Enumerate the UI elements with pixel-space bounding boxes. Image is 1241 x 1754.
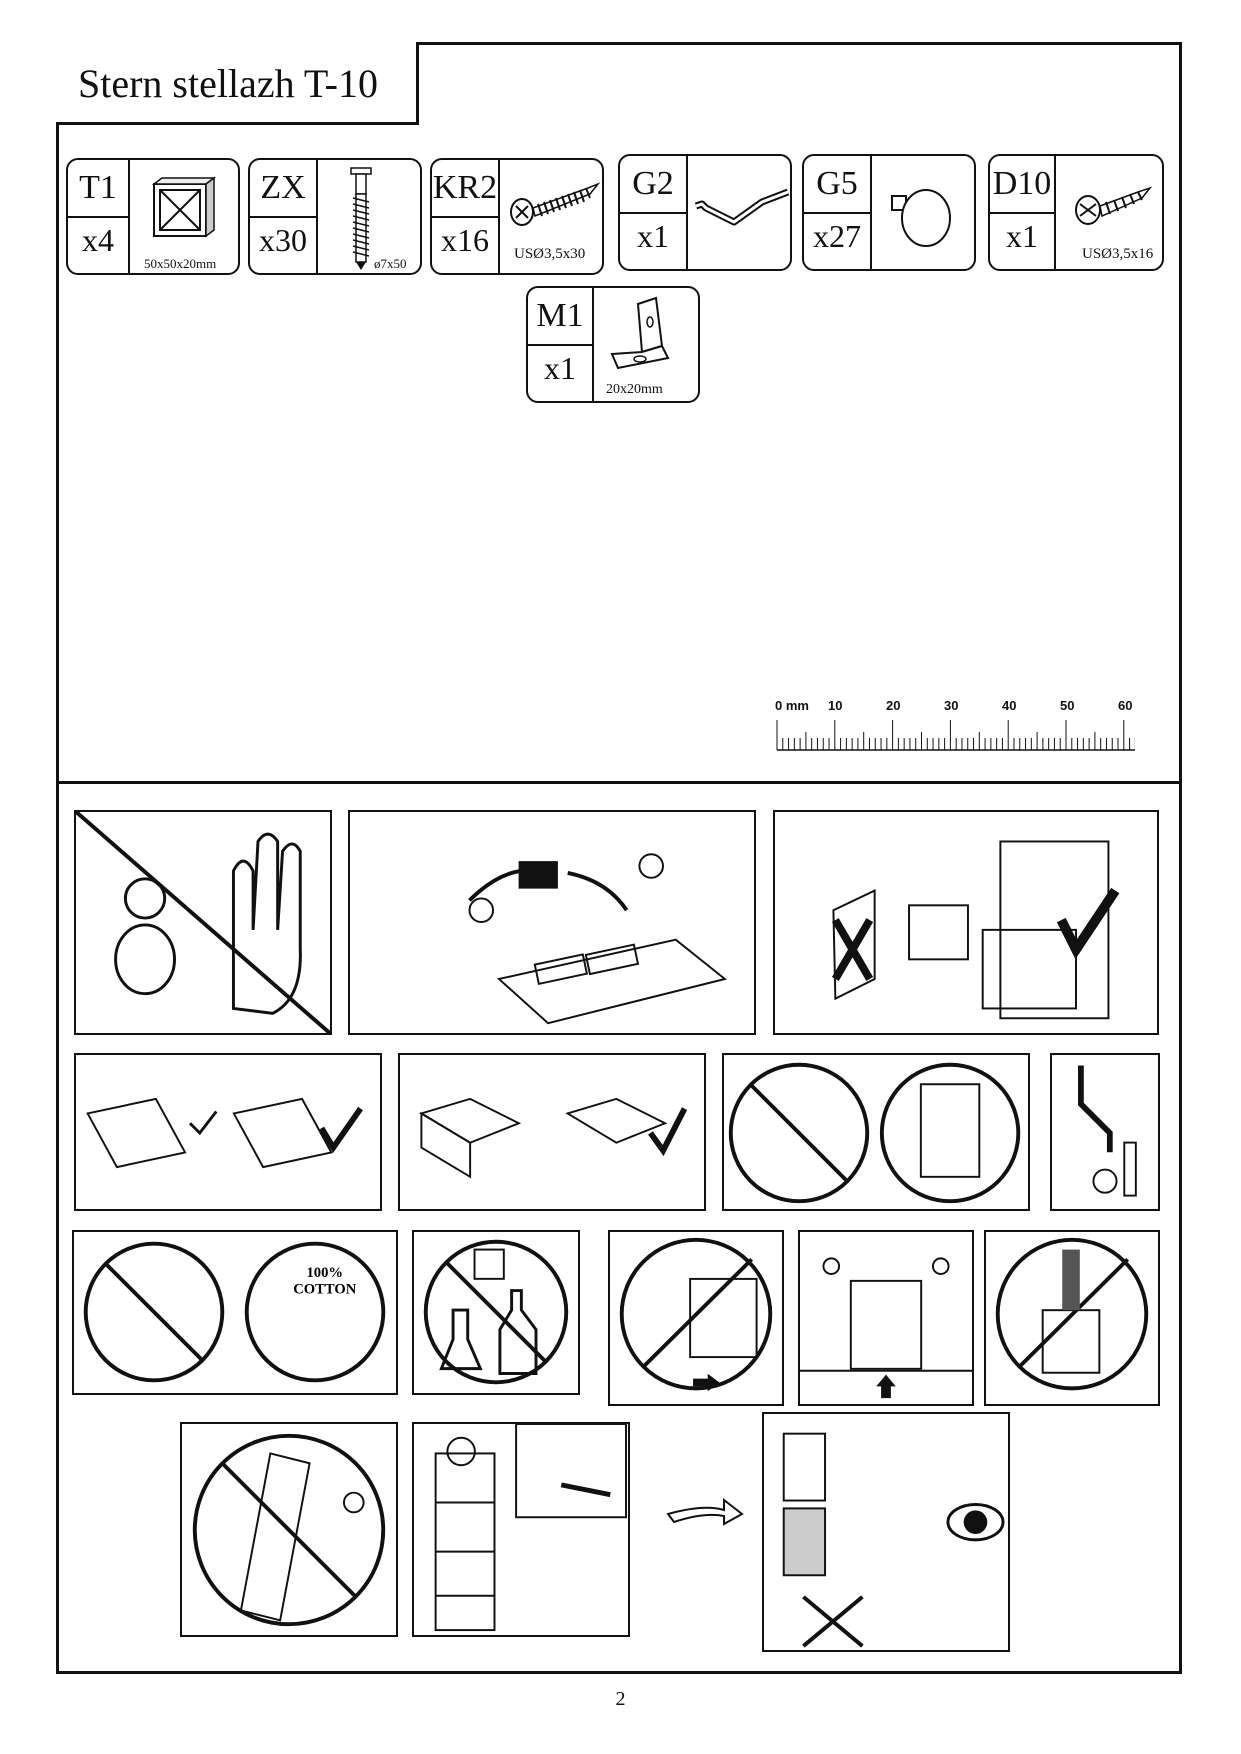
pictogram-call-service xyxy=(348,810,756,1035)
part-qty: x30 xyxy=(259,222,307,258)
pictogram-no-children xyxy=(74,810,332,1035)
wood-screw-icon xyxy=(508,174,602,234)
part-d10 xyxy=(988,154,1164,271)
ruler-label: 30 xyxy=(944,698,959,713)
part-t1 xyxy=(66,158,240,275)
document-title: Stern stellazh T-10 xyxy=(78,61,378,106)
pictogram-protect-floor xyxy=(398,1053,706,1211)
ruler-label: 60 xyxy=(1118,698,1133,713)
angle-bracket-icon xyxy=(602,294,692,374)
part-code: G2 xyxy=(632,165,674,202)
title-box xyxy=(56,42,419,125)
part-code: D10 xyxy=(992,165,1052,202)
part-dimension: ø7x50 xyxy=(374,256,407,271)
part-code: G5 xyxy=(816,165,858,202)
ruler-label: 20 xyxy=(886,698,901,713)
pictogram-no-pushing xyxy=(608,1230,784,1406)
pictogram-tipping-warning xyxy=(180,1422,398,1637)
cotton-label: COTTON xyxy=(293,1281,357,1298)
part-zx xyxy=(248,158,422,275)
part-dimension: USØ3,5x30 xyxy=(514,246,586,262)
cotton-label: 100% xyxy=(306,1264,344,1281)
part-divider xyxy=(528,344,592,346)
part-divider xyxy=(804,212,870,214)
pictogram-lift-together xyxy=(798,1230,974,1406)
part-divider xyxy=(68,216,128,218)
part-divider xyxy=(498,160,500,273)
part-divider xyxy=(990,212,1054,214)
ruler-label: 40 xyxy=(1002,698,1017,713)
part-dimension: 50x50x20mm xyxy=(144,256,217,271)
part-divider xyxy=(620,212,686,214)
part-qty: x27 xyxy=(813,218,861,254)
part-code: KR2 xyxy=(432,169,498,206)
part-code: M1 xyxy=(536,297,584,334)
part-qty: x1 xyxy=(544,350,576,386)
short-screw-icon xyxy=(1072,174,1156,234)
confirmat-screw-icon xyxy=(346,166,376,272)
cover-cap-icon xyxy=(888,180,958,250)
part-divider xyxy=(870,156,872,269)
section-divider xyxy=(56,781,1182,784)
pictogram-keep-instructions xyxy=(773,810,1159,1035)
pictogram-no-climbing xyxy=(984,1230,1160,1406)
arrow-right-icon xyxy=(664,1488,744,1528)
part-code: ZX xyxy=(260,169,306,206)
part-qty: x16 xyxy=(441,222,489,258)
corner-block-icon xyxy=(148,176,218,246)
page-number: 2 xyxy=(615,1688,626,1710)
part-divider xyxy=(128,160,130,273)
part-code: T1 xyxy=(79,169,117,206)
pictogram-wall-anchor xyxy=(412,1422,630,1637)
part-qty: x4 xyxy=(82,222,114,258)
part-dimension: USØ3,5x16 xyxy=(1082,246,1154,262)
part-m1 xyxy=(526,286,700,403)
measurement-ruler xyxy=(775,698,1135,758)
part-divider xyxy=(432,216,498,218)
part-divider xyxy=(316,160,318,273)
part-divider xyxy=(592,288,594,401)
part-divider xyxy=(250,216,316,218)
part-qty: x1 xyxy=(637,218,669,254)
pictogram-no-chemicals xyxy=(412,1230,580,1395)
ruler-label: 50 xyxy=(1060,698,1075,713)
pictogram-dry-cloth xyxy=(72,1230,398,1395)
part-dimension: 20x20mm xyxy=(606,382,663,397)
pictogram-wall-type-check xyxy=(762,1412,1010,1652)
part-g5 xyxy=(802,154,976,271)
part-kr2 xyxy=(430,158,604,275)
part-g2 xyxy=(618,154,792,271)
part-divider xyxy=(1054,156,1056,269)
hex-key-icon xyxy=(692,178,792,238)
pictogram-level-floor xyxy=(722,1053,1030,1211)
ruler-label: 10 xyxy=(828,698,843,713)
part-divider xyxy=(686,156,688,269)
part-qty: x1 xyxy=(1006,218,1038,254)
pictogram-tools xyxy=(1050,1053,1160,1211)
pictogram-assemble-on-soft-surface xyxy=(74,1053,382,1211)
ruler-label: 0 mm xyxy=(775,698,809,713)
